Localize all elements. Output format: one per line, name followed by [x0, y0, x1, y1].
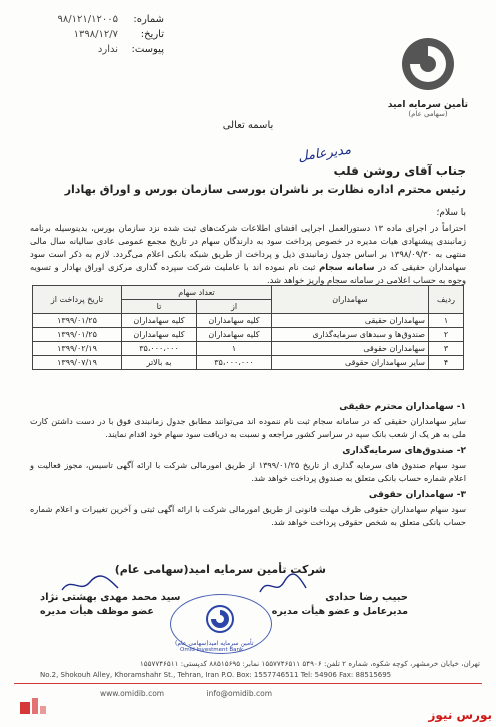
- handwritten-note: مدیرعامل: [297, 142, 352, 165]
- stamp-text: تأمین سرمایه امید(سهامی عام): [175, 640, 254, 647]
- cell-from: ۱: [197, 342, 272, 356]
- website-link[interactable]: www.omidib.com: [100, 689, 165, 698]
- company-signature: شرکت تأمین سرمایه امید(سهامی عام): [114, 563, 326, 576]
- number-value: ۹۸/۱۲۱/۱۲۰۰۵: [57, 14, 118, 25]
- cell-date: ۱۳۹۹/۰۱/۲۵: [33, 328, 122, 342]
- cell-index: ۳: [429, 342, 464, 356]
- footer-address-en: No.2, Shokouh Alley, Khoramshahr St., Tehran, Iran P.O. Box: 1557746511 Tel: 54906 Fax: 88515695: [40, 671, 392, 679]
- number-label: شماره:: [133, 14, 164, 25]
- col-from: از: [197, 300, 272, 314]
- cell-to: کلیه سهامداران: [122, 314, 197, 328]
- cell-to: کلیه سهامداران: [122, 328, 197, 342]
- col-holders: سهامداران: [272, 286, 429, 314]
- signer1-name: سید محمد مهدی بهشتی نژاد: [40, 592, 181, 603]
- cell-to: به بالاتر: [122, 356, 197, 370]
- cell-date: ۱۳۹۹/۰۲/۱۹: [33, 342, 122, 356]
- watermark-badge: بورس نیوز: [428, 708, 492, 722]
- section2-title: ۲- صندوق‌های سرمایه‌گذاری: [342, 446, 466, 456]
- greeting: با سلام؛: [436, 208, 466, 218]
- addressee-name: جناب آقای روشن قلب: [333, 164, 466, 178]
- col-date: تاریخ پرداخت از: [33, 286, 122, 314]
- stamp-logo-icon: [205, 604, 235, 634]
- section2-text: سود سهام صندوق های سرمایه گذاری از تاریخ ۱۳۹۹/۰۱/۲۵ از طریق امورمالی شرکت با ارائه آگهی تاسیس، مجوز فعالیت و اعلام شماره حساب بانکی متعلق به صندوق پرداخت خواهد شد.: [30, 460, 466, 483]
- cell-to: ۳۵،۰۰۰،۰۰۰: [122, 342, 197, 356]
- table-row: [33, 328, 464, 342]
- cell-index: ۱: [429, 314, 464, 328]
- table-header-row: [33, 286, 464, 300]
- corner-decoration-icon: [20, 694, 46, 714]
- signature-scribble-icon: [258, 572, 308, 598]
- cell-date: ۱۳۹۹/۰۷/۱۹: [33, 356, 122, 370]
- basmala: باسمه تعالی: [222, 120, 274, 131]
- stamp-english: Omid Investment Bank: [180, 647, 244, 653]
- footer-divider: [14, 683, 482, 684]
- attachment-value: ندارد: [97, 44, 118, 55]
- cell-index: ۴: [429, 356, 464, 370]
- table-row: [33, 342, 464, 356]
- footer-links: [100, 689, 312, 698]
- cell-from: کلیه سهامداران: [197, 328, 272, 342]
- signature-scribble-icon: [60, 574, 120, 596]
- table-row: [33, 314, 464, 328]
- intro-paragraph: [30, 222, 466, 287]
- footer-address-fa: تهران، خیابان خرمشهر، کوچه شکوه، شماره ۲ تلفن: ۵۴۹۰۶ ۱۵۵۷۷۴۶۵۱۱ نمابر: ۸۸۵۱۵۶۹۵ کدپستی: ۱۵۵۷۷۴۶۵۱۱: [139, 659, 480, 668]
- signer2-role: مدیرعامل و عضو هیأت مدیره: [271, 606, 408, 617]
- letter-meta: [14, 12, 164, 57]
- cell-from: ۳۵،۰۰۰،۰۰۰: [197, 356, 272, 370]
- table-row: [33, 356, 464, 370]
- company-logo: [380, 36, 476, 118]
- attachment-label: پیوست:: [131, 44, 164, 55]
- col-count: تعداد سهام: [122, 286, 272, 300]
- intro-text-bold: سامانه سجام: [319, 262, 375, 272]
- cell-from: کلیه سهامداران: [197, 314, 272, 328]
- section3-text: سود سهام سهامداران حقوقی ظرف مهلت قانونی از طریق امورمالی شرکت با ارائه آگهی ثبتی و آخرین تغییرات و اعلام شماره حساب بانکی متعلق به شخص حقوقی پرداخت خواهد شد.: [30, 504, 466, 527]
- signer1-role: عضو موظف هیأت مدیره: [40, 606, 154, 617]
- cell-date: ۱۳۹۹/۰۱/۲۵: [33, 314, 122, 328]
- cell-holders: سایر سهامداران حقوقی: [272, 356, 429, 370]
- date-value: ۱۳۹۸/۱۲/۷: [73, 29, 118, 40]
- section1-title: ۱- سهامداران محترم حقیقی: [339, 402, 466, 412]
- addressee-title: رئیس محترم اداره نظارت بر ناشران بورسی سازمان بورس و اوراق بهادار: [64, 183, 466, 196]
- col-to: تا: [122, 300, 197, 314]
- section3-title: ۳- سهامداران حقوقی: [368, 490, 466, 500]
- cell-holders: صندوق‌ها و سبدهای سرمایه‌گذاری: [272, 328, 429, 342]
- cell-holders: سهامداران حقیقی: [272, 314, 429, 328]
- date-label: تاریخ:: [140, 29, 164, 40]
- cell-holders: سهامداران حقوقی: [272, 342, 429, 356]
- col-index: ردیف: [429, 286, 464, 314]
- logo-mark-icon: [400, 36, 456, 92]
- email-link[interactable]: info@omidib.com: [206, 689, 273, 698]
- logo-name: تأمین سرمایه امید: [387, 100, 469, 110]
- section1-text: سایر سهامداران حقیقی که در سامانه سجام ثبت نام ننموده اند می‌توانند مطابق جدول زمانبندی فوق با در دست داشتن کارت ملی به هر یک از شعب بانک سپه در سراسر کشور مراجعه و نسبت به دریافت سود سهام خود اقدام نمایند.: [30, 416, 466, 439]
- intro-text-1: احتراماً در اجرای ماده ۱۳ دستورالعمل اجرایی افشای اطلاعات شرکت‌های ثبت شده نزد سازمان بورس، بدینوسیله برنامه زمانبندی پیشنهادی هیات مدیره در خصوص پرداخت سود به دارندگان سهام در تاریخ مجمع عمومی عادی سالیانه سال مالی منتهی به ۱۳۹۸/۰۹/۳۰ بر اساس جدول زمانبندی ذیل و پرداخت از طریق شبکه بانکی اعلام می‌گردد. لازم به ذکر است سود سهامداران حقیقی که در: [30, 223, 467, 272]
- logo-subtitle: (سهامی عام): [408, 110, 448, 118]
- dividend-schedule-table: [32, 285, 464, 370]
- signer2-name: حبیب رضا حدادی: [325, 592, 408, 603]
- intro-text-2: ثبت نام نموده اند با عاملیت شرکت سپرده گذاری مرکزی اوراق بهادار و تسویه وجوه به حساب اعلامی در سامانه سجام واریز خواهد شد.: [30, 262, 466, 285]
- cell-index: ۲: [429, 328, 464, 342]
